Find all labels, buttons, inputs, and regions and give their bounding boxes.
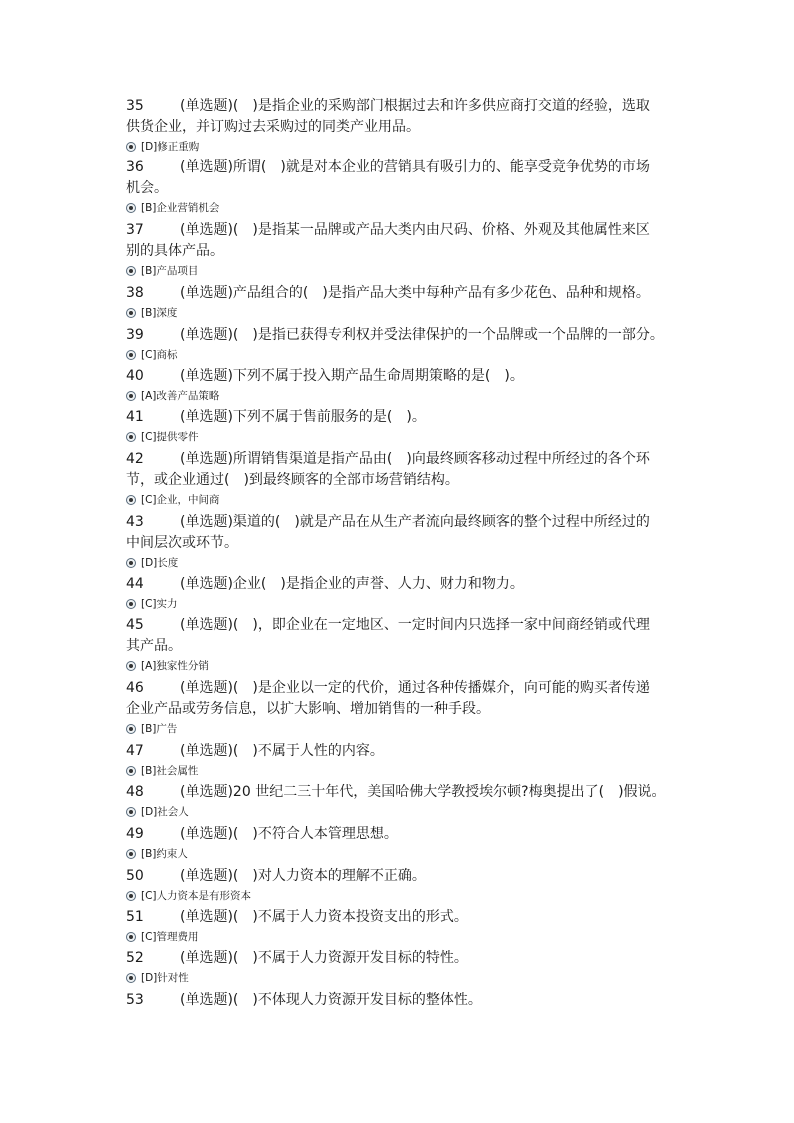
radio-selected-icon[interactable] bbox=[126, 849, 136, 859]
radio-selected-icon[interactable] bbox=[126, 891, 136, 901]
radio-selected-icon[interactable] bbox=[126, 766, 136, 776]
question-item bbox=[126, 574, 696, 613]
question-line bbox=[126, 96, 696, 117]
question-line bbox=[126, 615, 696, 636]
question-line bbox=[126, 907, 696, 928]
question-line bbox=[126, 866, 696, 887]
question-text: (单选题)企业( )是指企业的声誉、人力、财力和物力。 bbox=[180, 576, 524, 592]
answer-text: [D]修正重购 bbox=[141, 141, 200, 153]
answer-option[interactable] bbox=[126, 845, 696, 863]
question-text: (单选题)20 世纪二三十年代，美国哈佛大学教授埃尔顿?梅奥提出了( )假说。 bbox=[180, 784, 666, 800]
question-text: (单选题)( )不符合人本管理思想。 bbox=[180, 826, 398, 842]
question-number: 38 bbox=[126, 285, 144, 301]
question-item bbox=[126, 615, 696, 675]
answer-text: [A]独家性分销 bbox=[141, 660, 209, 672]
question-number: 45 bbox=[126, 617, 144, 633]
answer-option[interactable] bbox=[126, 138, 696, 156]
radio-selected-icon[interactable] bbox=[126, 599, 136, 609]
question-number: 50 bbox=[126, 868, 144, 884]
radio-selected-icon[interactable] bbox=[126, 203, 136, 213]
radio-selected-icon[interactable] bbox=[126, 807, 136, 817]
radio-selected-icon[interactable] bbox=[126, 724, 136, 734]
question-item bbox=[126, 407, 696, 446]
question-text: (单选题)产品组合的( )是指产品大类中每种产品有多少花色、品种和规格。 bbox=[180, 285, 650, 301]
answer-option[interactable] bbox=[126, 969, 696, 987]
question-line bbox=[126, 283, 696, 304]
question-line bbox=[126, 512, 696, 533]
question-text: 中间层次或环节。 bbox=[126, 535, 238, 551]
question-number: 36 bbox=[126, 159, 144, 175]
question-number: 49 bbox=[126, 826, 144, 842]
question-line bbox=[126, 325, 696, 346]
question-number: 39 bbox=[126, 327, 144, 343]
question-line bbox=[126, 990, 696, 1011]
question-line bbox=[126, 741, 696, 762]
question-continuation-line bbox=[126, 699, 696, 720]
question-item bbox=[126, 990, 696, 1011]
radio-selected-icon[interactable] bbox=[126, 932, 136, 942]
question-item bbox=[126, 449, 696, 509]
answer-text: [C]企业，中间商 bbox=[141, 494, 220, 506]
question-item bbox=[126, 741, 696, 780]
answer-text: [A]改善产品策略 bbox=[141, 390, 220, 402]
question-line bbox=[126, 449, 696, 470]
answer-text: [B]广告 bbox=[141, 723, 178, 735]
question-text: (单选题)( )不属于人力资本投资支出的形式。 bbox=[180, 909, 468, 925]
question-continuation-line bbox=[126, 636, 696, 657]
question-item bbox=[126, 96, 696, 156]
question-number: 42 bbox=[126, 451, 144, 467]
answer-option[interactable] bbox=[126, 803, 696, 821]
question-text: 机会。 bbox=[126, 180, 168, 196]
question-text: (单选题)( )不体现人力资源开发目标的整体性。 bbox=[180, 992, 482, 1008]
answer-option[interactable] bbox=[126, 304, 696, 322]
answer-text: [C]实力 bbox=[141, 598, 178, 610]
answer-option[interactable] bbox=[126, 199, 696, 217]
question-number: 35 bbox=[126, 98, 144, 114]
question-number: 53 bbox=[126, 992, 144, 1008]
answer-option[interactable] bbox=[126, 657, 696, 675]
question-item bbox=[126, 824, 696, 863]
answer-option[interactable] bbox=[126, 595, 696, 613]
answer-option[interactable] bbox=[126, 720, 696, 738]
answer-option[interactable] bbox=[126, 387, 696, 405]
answer-text: [C]人力资本是有形资本 bbox=[141, 890, 252, 902]
question-text: (单选题)( )是指某一品牌或产品大类内由尺码、价格、外观及其他属性来区 bbox=[180, 222, 650, 238]
answer-text: [B]产品项目 bbox=[141, 265, 199, 277]
question-number: 47 bbox=[126, 743, 144, 759]
radio-selected-icon[interactable] bbox=[126, 432, 136, 442]
question-item bbox=[126, 948, 696, 987]
question-number: 52 bbox=[126, 950, 144, 966]
question-text: 供货企业，并订购过去采购过的同类产业用品。 bbox=[126, 119, 420, 135]
question-text: (单选题)( )是指已获得专利权并受法律保护的一个品牌或一个品牌的一部分。 bbox=[180, 327, 664, 343]
answer-option[interactable] bbox=[126, 428, 696, 446]
question-item bbox=[126, 325, 696, 364]
question-text: (单选题)( )不属于人性的内容。 bbox=[180, 743, 384, 759]
question-number: 41 bbox=[126, 409, 144, 425]
question-item bbox=[126, 220, 696, 280]
question-text: (单选题)所谓( )就是对本企业的营销具有吸引力的、能享受竞争优势的市场 bbox=[180, 159, 650, 175]
radio-selected-icon[interactable] bbox=[126, 391, 136, 401]
question-item bbox=[126, 157, 696, 217]
question-item bbox=[126, 907, 696, 946]
question-number: 43 bbox=[126, 514, 144, 530]
question-number: 40 bbox=[126, 368, 144, 384]
question-text: (单选题)( )，即企业在一定地区、一定时间内只选择一家中间商经销或代理 bbox=[180, 617, 650, 633]
radio-selected-icon[interactable] bbox=[126, 308, 136, 318]
question-item bbox=[126, 782, 696, 821]
question-item bbox=[126, 512, 696, 572]
question-text: (单选题)( )是企业以一定的代价，通过各种传播媒介，向可能的购买者传递 bbox=[180, 680, 650, 696]
question-number: 37 bbox=[126, 222, 144, 238]
question-line bbox=[126, 407, 696, 428]
answer-text: [B]企业营销机会 bbox=[141, 202, 220, 214]
answer-option[interactable] bbox=[126, 346, 696, 364]
question-text: (单选题)( )对人力资本的理解不正确。 bbox=[180, 868, 426, 884]
question-text: (单选题)所谓销售渠道是指产品由( )向最终顾客移动过程中所经过的各个环 bbox=[180, 451, 650, 467]
radio-selected-icon[interactable] bbox=[126, 350, 136, 360]
question-text: 其产品。 bbox=[126, 638, 182, 654]
radio-selected-icon[interactable] bbox=[126, 266, 136, 276]
question-text: (单选题)( )不属于人力资源开发目标的特性。 bbox=[180, 950, 468, 966]
answer-text: [D]针对性 bbox=[141, 972, 189, 984]
question-number: 48 bbox=[126, 784, 144, 800]
question-item bbox=[126, 866, 696, 905]
answer-text: [C]管理费用 bbox=[141, 931, 199, 943]
question-continuation-line bbox=[126, 117, 696, 138]
radio-selected-icon[interactable] bbox=[126, 495, 136, 505]
question-item bbox=[126, 366, 696, 405]
question-text: 别的具体产品。 bbox=[126, 243, 224, 259]
radio-selected-icon[interactable] bbox=[126, 661, 136, 671]
question-continuation-line bbox=[126, 470, 696, 491]
answer-option[interactable] bbox=[126, 262, 696, 280]
question-line bbox=[126, 220, 696, 241]
question-continuation-line bbox=[126, 178, 696, 199]
radio-selected-icon[interactable] bbox=[126, 558, 136, 568]
question-line bbox=[126, 366, 696, 387]
answer-option[interactable] bbox=[126, 887, 696, 905]
question-text: (单选题)下列不属于售前服务的是( )。 bbox=[180, 409, 426, 425]
answer-option[interactable] bbox=[126, 554, 696, 572]
question-line bbox=[126, 574, 696, 595]
question-line bbox=[126, 824, 696, 845]
question-line bbox=[126, 782, 696, 803]
answer-text: [B]约束人 bbox=[141, 848, 188, 860]
radio-selected-icon[interactable] bbox=[126, 142, 136, 152]
question-number: 46 bbox=[126, 680, 144, 696]
question-line bbox=[126, 678, 696, 699]
answer-text: [B]深度 bbox=[141, 307, 178, 319]
question-number: 44 bbox=[126, 576, 144, 592]
question-line bbox=[126, 157, 696, 178]
question-text: (单选题)下列不属于投入期产品生命周期策略的是( )。 bbox=[180, 368, 524, 384]
question-text: (单选题)渠道的( )就是产品在从生产者流向最终顾客的整个过程中所经过的 bbox=[180, 514, 650, 530]
answer-option[interactable] bbox=[126, 491, 696, 509]
answer-text: [C]商标 bbox=[141, 349, 178, 361]
question-item bbox=[126, 283, 696, 322]
question-continuation-line bbox=[126, 241, 696, 262]
answer-text: [B]社会属性 bbox=[141, 765, 199, 777]
question-text: 企业产品或劳务信息，以扩大影响、增加销售的一种手段。 bbox=[126, 701, 490, 717]
question-line bbox=[126, 948, 696, 969]
answer-text: [C]提供零件 bbox=[141, 431, 199, 443]
answer-text: [D]社会人 bbox=[141, 806, 189, 818]
question-item bbox=[126, 678, 696, 738]
radio-selected-icon[interactable] bbox=[126, 973, 136, 983]
answer-text: [D]长度 bbox=[141, 557, 179, 569]
question-continuation-line bbox=[126, 533, 696, 554]
answer-option[interactable] bbox=[126, 928, 696, 946]
question-text: (单选题)( )是指企业的采购部门根据过去和许多供应商打交道的经验，选取 bbox=[180, 98, 650, 114]
question-number: 51 bbox=[126, 909, 144, 925]
question-text: 节，或企业通过( )到最终顾客的全部市场营销结构。 bbox=[126, 472, 459, 488]
answer-option[interactable] bbox=[126, 762, 696, 780]
